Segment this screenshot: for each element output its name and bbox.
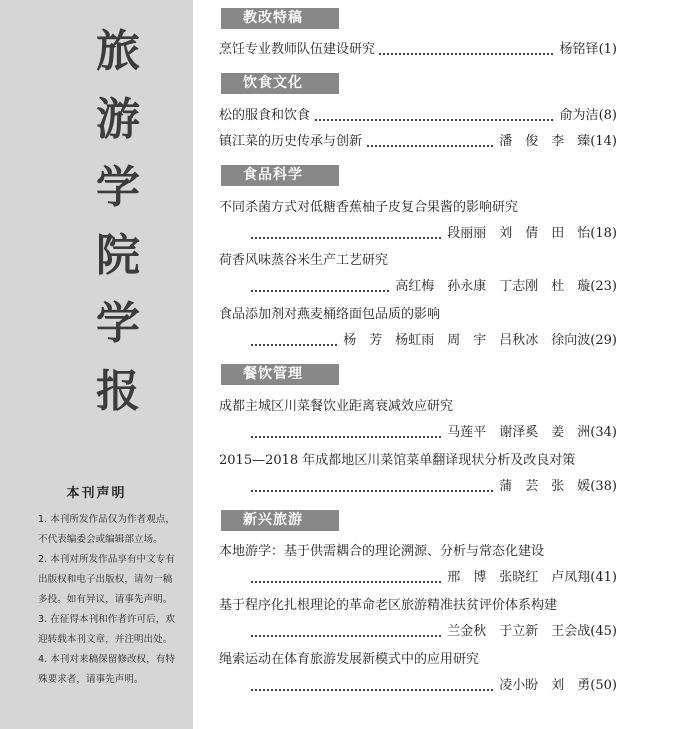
article-authors: 蒲 芸 张 媛 (499, 479, 591, 494)
page-number: 34 (595, 425, 612, 440)
page-number: 18 (595, 226, 612, 241)
page-number: 14 (595, 134, 612, 149)
toc-entry[interactable]: 荷香风味蒸谷米生产工艺研究 高红梅 孙永康 丁志刚 杜 璇(23) (219, 251, 617, 297)
notice-body (38, 510, 188, 690)
notice-line: 3. 在征得本刊和作者许可后，欢 (38, 614, 175, 625)
journal-masthead (88, 18, 148, 426)
notice-item (38, 510, 188, 550)
notice-line: 不代表编委会或编辑部立场。 (38, 534, 163, 545)
masthead-char: 学 (96, 162, 140, 213)
notice-line: 迎转载本刊文章，并注明出处。 (38, 634, 173, 645)
sidebar (0, 0, 193, 729)
article-title[interactable]: 绳索运动在体育旅游发展新模式中的应用研究 (219, 650, 483, 670)
notice-item (38, 650, 188, 690)
article-authors: 凌小盼 刘 勇 (499, 678, 591, 693)
toc-entry[interactable]: 烹饪专业教师队伍建设研究 杨铭铎(1) (219, 40, 617, 60)
article-title[interactable]: 本地游学：基于供需耦合的理论溯源、分析与常态化建设 (219, 542, 548, 562)
page-number: 41 (595, 570, 612, 585)
notice-line: 4. 本刊对来稿保留修改权，有特 (38, 654, 175, 665)
toc-entry[interactable]: 食品添加剂对燕麦桶络面包品质的影响 杨 芳 杨虹雨 周 宇 吕秋冰 徐向波(29) (219, 305, 617, 351)
notice-line: 殊要求者，请事先声明。 (38, 674, 144, 685)
notice-title: 本刊声明 (66, 486, 127, 501)
article-authors: 俞为洁 (559, 108, 599, 123)
toc-entry[interactable]: 松的服食和饮食 俞为洁(8) (219, 106, 617, 126)
page-number: 38 (595, 479, 612, 494)
article-title[interactable]: 烹饪专业教师队伍建设研究 (219, 40, 379, 60)
article-authors: 潘 俊 李 臻 (499, 134, 591, 149)
masthead-char: 报 (96, 366, 140, 417)
masthead-char: 游 (96, 94, 140, 145)
page-number: 45 (595, 624, 612, 639)
article-authors: 兰金秋 于立新 王会战 (447, 624, 591, 639)
notice-item (38, 610, 188, 650)
page-number: 23 (595, 279, 612, 294)
article-title[interactable]: 松的服食和饮食 (219, 106, 314, 126)
toc-entry[interactable]: 基于程序化扎根理论的革命老区旅游精准扶贫评价体系构建 兰金秋 于立新 王会战(45) (219, 596, 617, 642)
page-number: 50 (595, 678, 612, 693)
section-heading: 餐饮管理 (221, 364, 339, 385)
section-heading: 教改特稿 (221, 8, 339, 29)
notice-line: 出版权和电子出版权，请勿一稿 (38, 574, 173, 585)
article-authors: 段丽丽 刘 倩 田 怡 (447, 226, 591, 241)
table-of-contents (193, 0, 698, 729)
page-number: 29 (595, 333, 612, 348)
notice-line: 多投。如有异议，请事先声明。 (38, 594, 173, 605)
toc-entry[interactable]: 绳索运动在体育旅游发展新模式中的应用研究 凌小盼 刘 勇(50) (219, 650, 617, 696)
notice-item (38, 550, 188, 610)
toc-entry[interactable]: 2015—2018 年成都地区川菜馆菜单翻译现状分析及改良对策 蒲 芸 张 媛(38) (219, 451, 617, 497)
article-authors: 邢 博 张晓红 卢凤翔 (447, 570, 591, 585)
notice-line: 2. 本刊对所发作品享有中文专有 (38, 554, 175, 565)
article-title[interactable]: 荷香风味蒸谷米生产工艺研究 (219, 251, 392, 271)
article-authors: 马莲平 谢泽奚 姜 洲 (447, 425, 591, 440)
article-title[interactable]: 食品添加剂对燕麦桶络面包品质的影响 (219, 305, 444, 325)
article-authors: 高红梅 孙永康 丁志刚 杜 璇 (395, 279, 591, 294)
article-title[interactable]: 基于程序化扎根理论的革命老区旅游精准扶贫评价体系构建 (219, 596, 561, 616)
section-heading: 新兴旅游 (221, 510, 339, 531)
article-title[interactable]: 2015—2018 年成都地区川菜馆菜单翻译现状分析及改良对策 (219, 451, 579, 471)
masthead-char: 旅 (96, 26, 140, 77)
toc-entry[interactable]: 镇江菜的历史传承与创新 潘 俊 李 臻(14) (219, 132, 617, 152)
page-number: 1 (603, 42, 612, 57)
toc-entry[interactable]: 本地游学：基于供需耦合的理论溯源、分析与常态化建设 邢 博 张晓红 卢凤翔(41) (219, 542, 617, 588)
notice-line: 1. 本刊所发作品仅为作者观点， (38, 514, 175, 525)
masthead-char: 学 (96, 298, 140, 349)
article-title[interactable]: 成都主城区川菜餐饮业距离衰减效应研究 (219, 397, 457, 417)
article-authors: 杨 芳 杨虹雨 周 宇 吕秋冰 徐向波 (343, 333, 591, 348)
article-title[interactable]: 不同杀菌方式对低糖香蕉柚子皮复合果酱的影响研究 (219, 198, 522, 218)
article-authors: 杨铭铎 (559, 42, 599, 57)
toc-entry[interactable]: 成都主城区川菜餐饮业距离衰减效应研究 马莲平 谢泽奚 姜 洲(34) (219, 397, 617, 443)
article-title[interactable]: 镇江菜的历史传承与创新 (219, 132, 366, 152)
toc-entry[interactable]: 不同杀菌方式对低糖香蕉柚子皮复合果酱的影响研究 段丽丽 刘 倩 田 怡(18) (219, 198, 617, 244)
masthead-char: 院 (96, 230, 140, 281)
section-heading: 饮食文化 (221, 73, 339, 94)
page-number: 8 (603, 108, 612, 123)
section-heading: 食品科学 (221, 165, 339, 186)
